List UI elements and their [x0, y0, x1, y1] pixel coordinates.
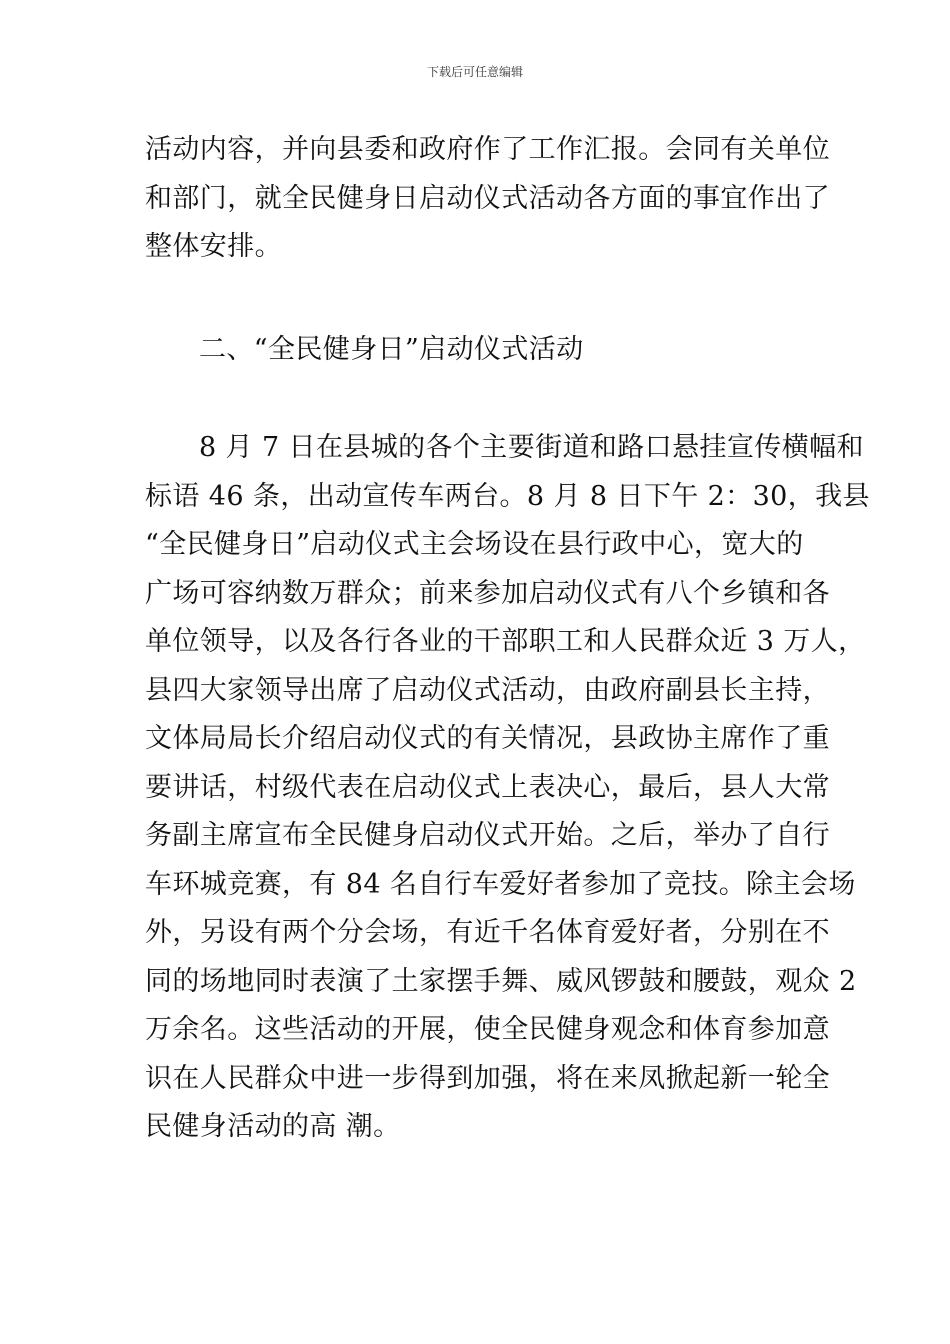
paragraph-line: “全民健身日”启动仪式主会场设在县行政中心，宽大的 — [145, 529, 804, 560]
section-heading-block — [145, 326, 810, 375]
paragraph-line: 单位领导，以及各行各业的干部职工和人民群众近 3 万人， — [145, 626, 866, 657]
paragraph-continuation — [145, 126, 830, 272]
paragraph-line: 活动内容，并向县委和政府作了工作汇报。会同有关单位 — [145, 134, 830, 165]
paragraph-main — [145, 424, 870, 1152]
paragraph-line: 务副主席宣布全民健身启动仪式开始。之后，举办了自行 — [145, 820, 830, 851]
paragraph-line: 民健身活动的高 潮。 — [145, 1111, 401, 1142]
paragraph-line: 外，另设有两个分会场，有近千名体育爱好者，分别在不 — [145, 917, 830, 948]
paragraph-line: 要讲话，村级代表在启动仪式上表决心，最后，县人大常 — [145, 771, 830, 803]
paragraph-line: 车环城竞赛，有 84 名自行车爱好者参加了竞技。除主会场 — [145, 868, 856, 900]
paragraph-line: 8 月 7 日在县城的各个主要街道和路口悬挂宣传横幅和 — [199, 432, 864, 463]
paragraph-line: 标语 46 条，出动宣传车两台。8 月 8 日下午 2：30，我县 — [145, 480, 870, 512]
paragraph-line: 县四大家领导出席了启动仪式活动，由政府副县长主持， — [145, 674, 830, 706]
paragraph-line: 整体安排。 — [145, 231, 282, 262]
paragraph-line: 同的场地同时表演了土家摆手舞、威风锣鼓和腰鼓，观众 2 — [145, 965, 857, 997]
paragraph-line: 识在人民群众中进一步得到加强，将在来凤掀起新一轮全 — [145, 1062, 830, 1094]
section-heading: 二、“全民健身日”启动仪式活动 — [199, 334, 584, 365]
paragraph-line: 万余名。这些活动的开展，使全民健身观念和体育参加意 — [145, 1014, 830, 1045]
paragraph-line: 广场可容纳数万群众；前来参加启动仪式有八个乡镇和各 — [145, 577, 830, 609]
header-note: 下载后可任意编辑 — [426, 65, 523, 79]
paragraph-line: 文体局局长介绍启动仪式的有关情况，县政协主席作了重 — [145, 723, 830, 754]
paragraph-line: 和部门，就全民健身日启动仪式活动各方面的事宜作出了 — [145, 182, 830, 214]
